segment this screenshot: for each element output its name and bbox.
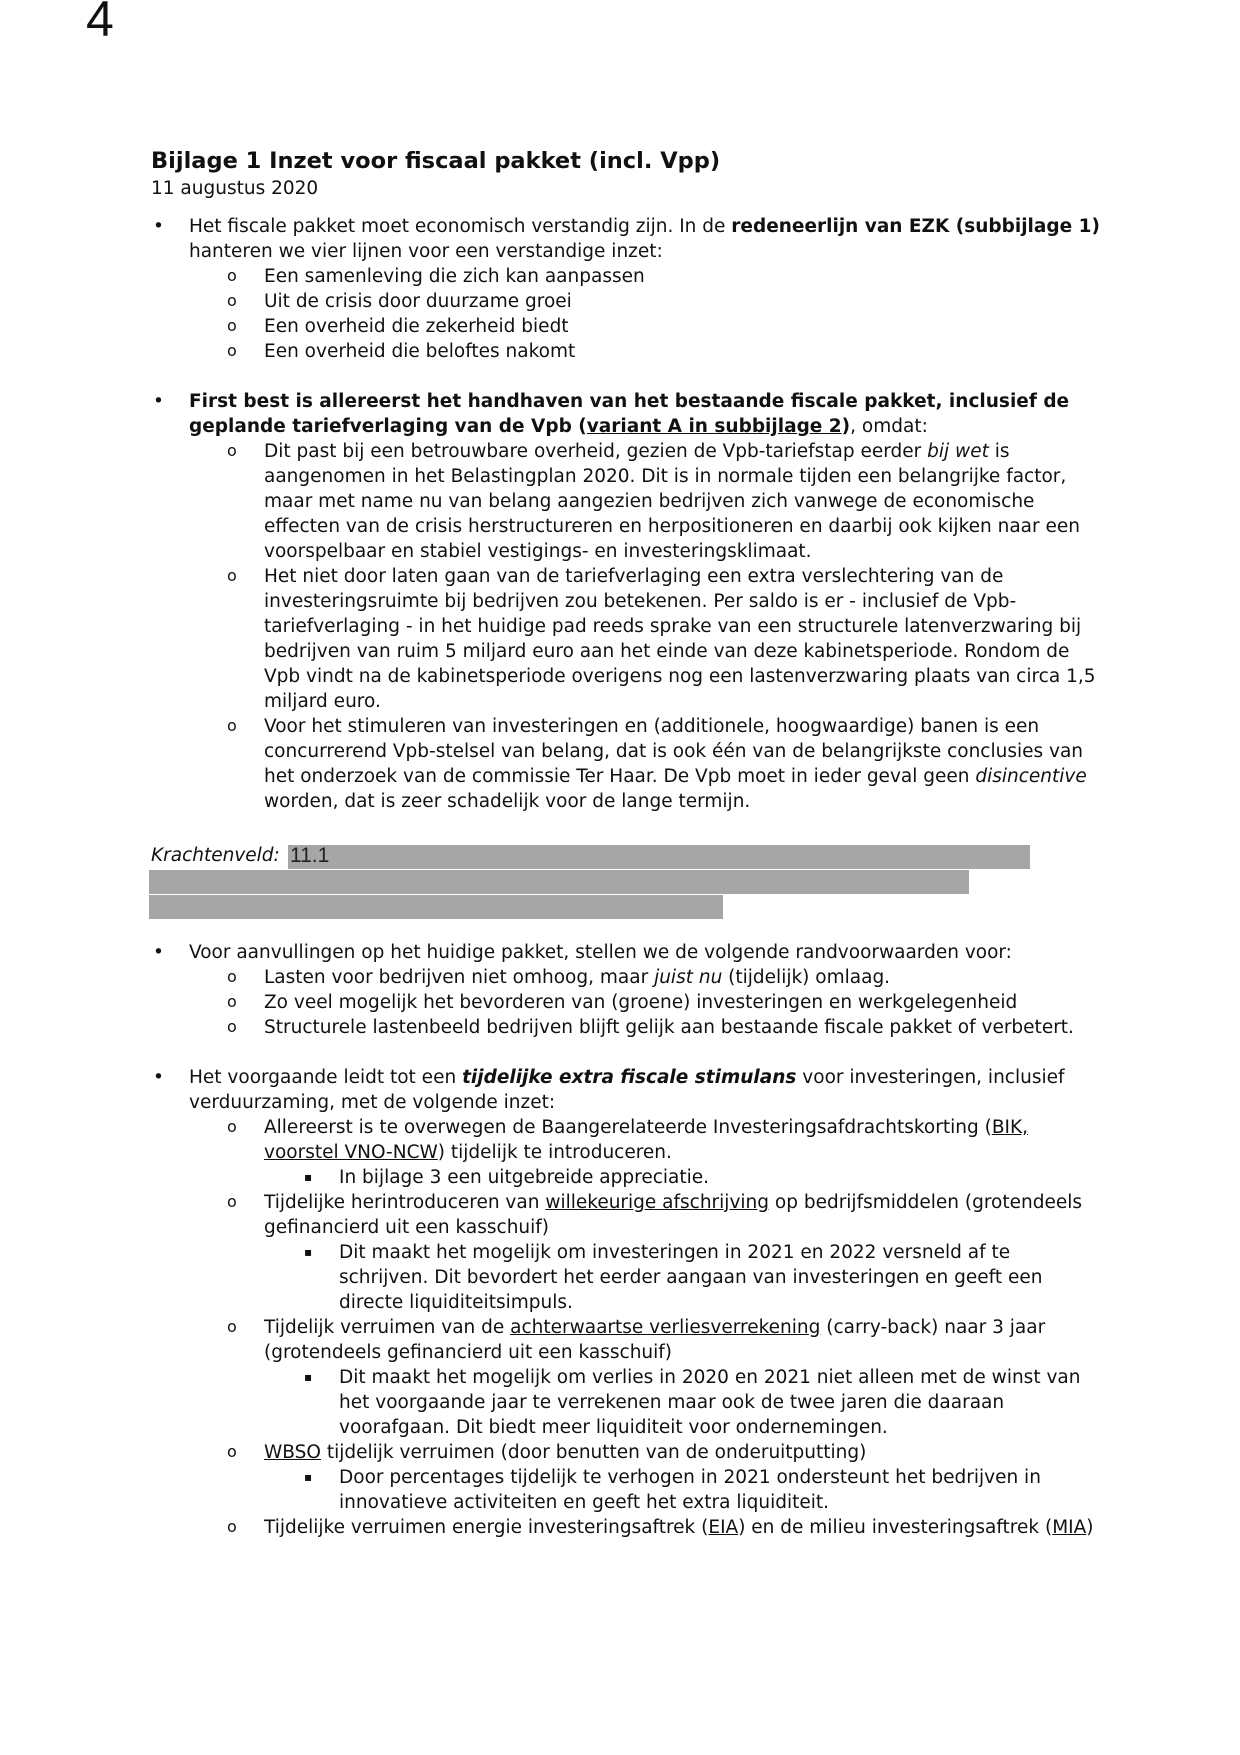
text: hanteren we vier lijnen voor een verstandige inzet:	[189, 241, 663, 262]
text: ) tijdelijk te introduceren.	[437, 1142, 672, 1163]
document-date: 11 augustus 2020	[151, 178, 319, 199]
bullet-marker: •	[153, 1067, 164, 1088]
link-willekeurige-afschrijving[interactable]: willekeurige afschrijving	[545, 1192, 769, 1213]
subsub-item	[151, 1465, 1101, 1515]
subsub-item	[151, 1240, 1101, 1315]
text: Lasten voor bedrijven niet omhoog, maar	[264, 967, 655, 988]
italic-text: disincentive	[975, 766, 1087, 787]
text: Dit past bij een betrouwbare overheid, gezien de Vpb-tariefstap eerder	[264, 441, 928, 462]
text: Het voorgaande leidt tot een	[189, 1067, 463, 1088]
sub-item-text: Het niet door laten gaan van de tariefverlaging een extra verslechtering van de investeringsruimte bij bedrijven zou betekenen. Per saldo is er - inclusief de Vpb-tariefverlaging - in het huidige pad reeds sprake van een structurele latenverzwaring bij bedrijven van ruim 5 miljard euro aan het einde van deze kabinetsperiode. Rondom de Vpb vindt na de kabinetsperiode overigens nog een lastenverzwaring plaats van circa 1,5 miljard euro.	[264, 566, 1096, 712]
sub-marker: o	[227, 566, 237, 585]
square-bullet-marker: ▪	[304, 1370, 313, 1384]
text: Allereerst is te overwegen de Baangerelateerde Investeringsafdrachtskorting (	[264, 1117, 992, 1138]
sub-marker: o	[227, 1317, 237, 1336]
link-bik[interactable]: BIK, voorstel VNO-NCW	[264, 1117, 1028, 1163]
sub-item	[151, 965, 1101, 990]
square-bullet-marker: ▪	[304, 1245, 313, 1259]
sub-marker: o	[227, 967, 237, 986]
italic-text: juist nu	[654, 967, 723, 988]
subsub-item-text: Dit maakt het mogelijk om investeringen in 2021 en 2022 versneld af te schrijven. Dit bevordert het eerder aangaan van investeringen en geeft een directe liquiditeitsimpuls.	[339, 1242, 1043, 1313]
text: Voor aanvullingen op het huidige pakket, stellen we de volgende randvoorwaarden voor:	[189, 942, 1012, 963]
sub-item-text: Een samenleving die zich kan aanpassen	[264, 266, 645, 287]
text: (carry-back) naar 3 jaar (grotendeels gefinancierd uit een kasschuif)	[264, 1317, 1046, 1363]
bullet-marker: •	[153, 391, 164, 412]
text: (tijdelijk) omlaag.	[722, 967, 891, 988]
sub-marker: o	[227, 441, 237, 460]
text: )	[1086, 1517, 1094, 1538]
bold-text: First best is allereerst het handhaven van het bestaande fiscale pakket	[189, 391, 936, 412]
bullet-fiscale-stimulans	[151, 1065, 1101, 1115]
text: Tijdelijke herintroduceren van	[264, 1192, 546, 1213]
sub-marker: o	[227, 1442, 237, 1461]
bold-text: )	[841, 416, 851, 437]
subsub-item	[151, 1365, 1101, 1440]
link-wbso[interactable]: WBSO	[264, 1442, 321, 1463]
sub-item	[151, 314, 1101, 339]
sub-item-text: Zo veel mogelijk het bevorderen van (groene) investeringen en werkgelegenheid	[264, 992, 1018, 1013]
text: Voor het stimuleren van investeringen en (additionele, hoogwaardige) banen is een concurrerend Vpb-stelsel van belang, dat is ook één van de belangrijkste conclusies van het onderzoek van de commissie Ter Haar. De Vpb moet in ieder geval geen	[264, 716, 1084, 787]
sub-marker: o	[227, 341, 237, 360]
subsub-item	[151, 1165, 1101, 1190]
sub-item	[151, 1440, 1101, 1465]
text: Tijdelijke verruimen energie investeringsaftrek (	[264, 1517, 709, 1538]
sub-item	[151, 264, 1101, 289]
sub-marker: o	[227, 716, 237, 735]
sub-item	[151, 990, 1101, 1015]
text: , omdat:	[850, 416, 928, 437]
bullet-marker: •	[153, 216, 164, 237]
italic-text: bij wet	[927, 441, 989, 462]
sub-item	[151, 439, 1101, 564]
sub-item-text: Structurele lastenbeeld bedrijven blijft gelijk aan bestaande fiscale pakket of verbetert.	[264, 1017, 1074, 1038]
sub-marker: o	[227, 1517, 237, 1536]
sub-item	[151, 564, 1101, 714]
redaction-bar	[288, 845, 1030, 869]
link-verliesverrekening[interactable]: achterwaartse verliesverrekening	[510, 1317, 821, 1338]
sub-item	[151, 1115, 1101, 1165]
sub-item-text: Een overheid die zekerheid biedt	[264, 316, 569, 337]
link-eia[interactable]: EIA	[708, 1517, 739, 1538]
krachtenveld-label: Krachtenveld:	[151, 845, 280, 866]
sub-marker: o	[227, 1017, 237, 1036]
text: tijdelijk verruimen (door benutten van de onderuitputting)	[320, 1442, 867, 1463]
subsub-item-text: Dit maakt het mogelijk om verlies in 2020 en 2021 niet alleen met de winst van het voorgaande jaar te verrekenen maar ook de twee jaren die daaraan voorafgaan. Dit biedt meer liquiditeit voor ondernemingen.	[339, 1367, 1081, 1438]
redaction-bar	[149, 870, 969, 894]
text: ) en de milieu investeringsaftrek (	[738, 1517, 1053, 1538]
bullet-first-best	[151, 389, 1101, 439]
sub-item	[151, 1015, 1101, 1040]
sub-marker: o	[227, 291, 237, 310]
document-body	[151, 146, 1101, 1540]
sub-marker: o	[227, 1192, 237, 1211]
bold-text: redeneerlijn van EZK (subbijlage 1)	[731, 216, 1100, 237]
sub-item	[151, 714, 1101, 814]
sub-item	[151, 289, 1101, 314]
subsub-item-text: In bijlage 3 een uitgebreide appreciatie.	[339, 1167, 710, 1188]
bullet-randvoorwaarden	[151, 940, 1101, 965]
sub-item	[151, 1515, 1101, 1540]
sub-item-text: Een overheid die beloftes nakomt	[264, 341, 576, 362]
bold-italic-text: tijdelijke extra fiscale stimulans	[462, 1067, 797, 1088]
redaction-code: 11.1	[290, 844, 330, 867]
sub-item	[151, 339, 1101, 364]
bullet-marker: •	[153, 942, 164, 963]
bullet-economisch-verstandig	[151, 214, 1101, 264]
bold-text: , inclusief de geplande tariefverlaging van de Vpb (	[189, 391, 1070, 437]
text: worden, dat is zeer schadelijk voor de lange termijn.	[264, 791, 751, 812]
sub-item	[151, 1190, 1101, 1240]
sub-item-text: Uit de crisis door duurzame groei	[264, 291, 572, 312]
document-title: Bijlage 1 Inzet voor fiscaal pakket (incl. Vpp)	[151, 148, 721, 174]
sub-marker: o	[227, 992, 237, 1011]
sub-marker: o	[227, 266, 237, 285]
subsub-item-text: Door percentages tijdelijk te verhogen in 2021 ondersteunt het bedrijven in innovatieve activiteiten en geeft het extra liquiditeit.	[339, 1467, 1041, 1513]
sub-item	[151, 1315, 1101, 1365]
text: voor investeringen, inclusief verduurzaming, met de volgende inzet:	[189, 1067, 1065, 1113]
text: Het fiscale pakket moet economisch verstandig zijn. In de	[189, 216, 732, 237]
square-bullet-marker: ▪	[304, 1470, 313, 1484]
square-bullet-marker: ▪	[304, 1170, 313, 1184]
sub-marker: o	[227, 1117, 237, 1136]
sub-marker: o	[227, 316, 237, 335]
redaction-bar	[149, 895, 723, 919]
text: op bedrijfsmiddelen (grotendeels gefinancierd uit een kasschuif)	[264, 1192, 1083, 1238]
page-number: 4	[86, 0, 114, 47]
krachtenveld-block	[151, 843, 1101, 919]
link-mia[interactable]: MIA	[1052, 1517, 1087, 1538]
text: is aangenomen in het Belastingplan 2020. Dit is in normale tijden een belangrijke factor, maar met name nu van belang aangezien bedrijven zich vanwege de economische effecten van de crisis herstructureren en herpositioneren en daarbij ook kijken naar een voorspelbaar en stabiel vestigings- en investeringsklimaat.	[264, 441, 1080, 562]
text: Tijdelijk verruimen van de	[264, 1317, 511, 1338]
link-variant-a[interactable]: variant A in subbijlage 2	[586, 416, 842, 437]
